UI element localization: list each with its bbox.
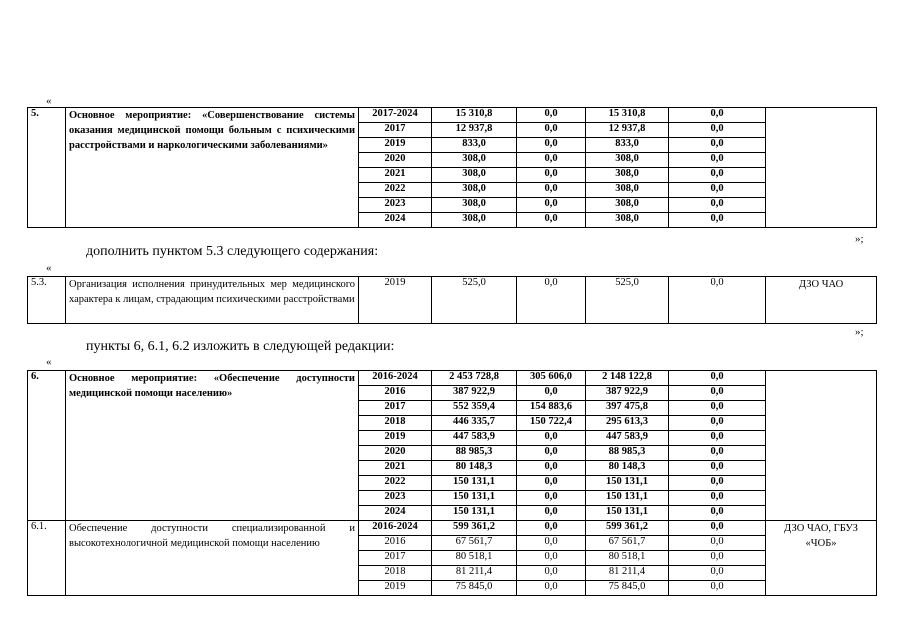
federal-cell: 0,0: [517, 536, 586, 551]
federal-cell: 0,0: [517, 461, 586, 476]
total-cell: 150 131,1: [432, 476, 517, 491]
other-cell: 0,0: [669, 566, 766, 581]
opening-quote: «: [46, 262, 52, 274]
year-cell: 2024: [359, 213, 432, 228]
total-cell: 308,0: [432, 183, 517, 198]
other-cell: 0,0: [669, 506, 766, 521]
responsible-cell: [766, 108, 877, 228]
item-title: Организация исполнения принудительных мер медицинского характера к лицам, страдающим психическими расстройствами: [66, 277, 359, 324]
year-cell: 2018: [359, 416, 432, 431]
total-cell: 308,0: [432, 213, 517, 228]
item-number: 5.: [28, 108, 66, 228]
federal-cell: 0,0: [517, 108, 586, 123]
other-cell: 0,0: [669, 213, 766, 228]
regional-cell: 12 937,8: [586, 123, 669, 138]
year-cell: 2021: [359, 461, 432, 476]
other-cell: 0,0: [669, 551, 766, 566]
table-row: [28, 277, 877, 324]
total-cell: 150 131,1: [432, 491, 517, 506]
regional-cell: 599 361,2: [586, 521, 669, 536]
total-cell: 308,0: [432, 153, 517, 168]
other-cell: 0,0: [669, 536, 766, 551]
federal-cell: 0,0: [517, 213, 586, 228]
year-cell: 2017-2024: [359, 108, 432, 123]
regional-cell: 308,0: [586, 183, 669, 198]
item-title: Основное мероприятие: «Обеспечение доступности медицинской помощи населению»: [66, 371, 359, 521]
federal-cell: 0,0: [517, 581, 586, 596]
federal-cell: 305 606,0: [517, 371, 586, 386]
total-cell: 833,0: [432, 138, 517, 153]
year-cell: 2020: [359, 153, 432, 168]
other-cell: 0,0: [669, 153, 766, 168]
item-title: Обеспечение доступности специализированной и высокотехнологичной медицинской помощи населению: [66, 521, 359, 596]
federal-cell: 0,0: [517, 123, 586, 138]
year-cell: 2016: [359, 386, 432, 401]
item-title: Основное мероприятие: «Совершенствование системы оказания медицинской помощи больным с психическими расстройствами и наркологическими заболеваниями»: [66, 108, 359, 228]
federal-cell: 0,0: [517, 446, 586, 461]
year-cell: 2019: [359, 431, 432, 446]
year-cell: 2022: [359, 476, 432, 491]
other-cell: 0,0: [669, 371, 766, 386]
other-cell: 0,0: [669, 123, 766, 138]
other-cell: 0,0: [669, 416, 766, 431]
total-cell: 67 561,7: [432, 536, 517, 551]
regional-cell: 67 561,7: [586, 536, 669, 551]
year-cell: 2024: [359, 506, 432, 521]
total-cell: 75 845,0: [432, 581, 517, 596]
table-row: [28, 521, 877, 536]
year-cell: 2023: [359, 491, 432, 506]
regional-cell: 15 310,8: [586, 108, 669, 123]
total-cell: 447 583,9: [432, 431, 517, 446]
closing-quote: »;: [855, 326, 864, 338]
federal-cell: 0,0: [517, 153, 586, 168]
regional-cell: 833,0: [586, 138, 669, 153]
table-row: [28, 371, 877, 386]
federal-cell: 0,0: [517, 138, 586, 153]
year-cell: 2016-2024: [359, 371, 432, 386]
federal-cell: 0,0: [517, 277, 586, 324]
year-cell: 2019: [359, 138, 432, 153]
year-cell: 2017: [359, 401, 432, 416]
federal-cell: 0,0: [517, 431, 586, 446]
amendment-paragraph-2: пункты 6, 6.1, 6.2 изложить в следующей редакции:: [86, 339, 395, 354]
total-cell: 446 335,7: [432, 416, 517, 431]
opening-quote: «: [46, 356, 52, 368]
other-cell: 0,0: [669, 581, 766, 596]
year-cell: 2021: [359, 168, 432, 183]
total-cell: 552 359,4: [432, 401, 517, 416]
responsible-cell: ДЗО ЧАО, ГБУЗ «ЧОБ»: [766, 521, 877, 596]
other-cell: 0,0: [669, 138, 766, 153]
total-cell: 15 310,8: [432, 108, 517, 123]
regional-cell: 397 475,8: [586, 401, 669, 416]
total-cell: 2 453 728,8: [432, 371, 517, 386]
total-cell: 308,0: [432, 198, 517, 213]
federal-cell: 0,0: [517, 551, 586, 566]
total-cell: 81 211,4: [432, 566, 517, 581]
total-cell: 525,0: [432, 277, 517, 324]
regional-cell: 150 131,1: [586, 506, 669, 521]
closing-quote: »;: [855, 233, 864, 245]
other-cell: 0,0: [669, 521, 766, 536]
total-cell: 80 518,1: [432, 551, 517, 566]
federal-cell: 0,0: [517, 506, 586, 521]
other-cell: 0,0: [669, 168, 766, 183]
table-block-5: [27, 107, 877, 228]
total-cell: 80 148,3: [432, 461, 517, 476]
federal-cell: 0,0: [517, 476, 586, 491]
other-cell: 0,0: [669, 446, 766, 461]
total-cell: 599 361,2: [432, 521, 517, 536]
regional-cell: 308,0: [586, 153, 669, 168]
total-cell: 308,0: [432, 168, 517, 183]
total-cell: 387 922,9: [432, 386, 517, 401]
regional-cell: 295 613,3: [586, 416, 669, 431]
year-cell: 2020: [359, 446, 432, 461]
regional-cell: 88 985,3: [586, 446, 669, 461]
federal-cell: 0,0: [517, 198, 586, 213]
amendment-paragraph-1: дополнить пунктом 5.3 следующего содержания:: [86, 244, 379, 259]
other-cell: 0,0: [669, 386, 766, 401]
total-cell: 150 131,1: [432, 506, 517, 521]
regional-cell: 81 211,4: [586, 566, 669, 581]
regional-cell: 387 922,9: [586, 386, 669, 401]
federal-cell: 150 722,4: [517, 416, 586, 431]
item-number: 5.3.: [28, 277, 66, 324]
table-row: [28, 108, 877, 123]
regional-cell: 308,0: [586, 168, 669, 183]
item-number: 6.: [28, 371, 66, 521]
other-cell: 0,0: [669, 461, 766, 476]
federal-cell: 154 883,6: [517, 401, 586, 416]
other-cell: 0,0: [669, 277, 766, 324]
year-cell: 2019: [359, 277, 432, 324]
other-cell: 0,0: [669, 431, 766, 446]
responsible-cell: ДЗО ЧАО: [766, 277, 877, 324]
federal-cell: 0,0: [517, 168, 586, 183]
federal-cell: 0,0: [517, 566, 586, 581]
federal-cell: 0,0: [517, 521, 586, 536]
year-cell: 2016-2024: [359, 521, 432, 536]
total-cell: 88 985,3: [432, 446, 517, 461]
other-cell: 0,0: [669, 401, 766, 416]
regional-cell: 447 583,9: [586, 431, 669, 446]
year-cell: 2017: [359, 551, 432, 566]
year-cell: 2016: [359, 536, 432, 551]
federal-cell: 0,0: [517, 491, 586, 506]
regional-cell: 80 518,1: [586, 551, 669, 566]
year-cell: 2022: [359, 183, 432, 198]
regional-cell: 150 131,1: [586, 476, 669, 491]
year-cell: 2018: [359, 566, 432, 581]
regional-cell: 150 131,1: [586, 491, 669, 506]
other-cell: 0,0: [669, 108, 766, 123]
table-block-5-3: [27, 276, 877, 324]
regional-cell: 80 148,3: [586, 461, 669, 476]
other-cell: 0,0: [669, 491, 766, 506]
year-cell: 2019: [359, 581, 432, 596]
regional-cell: 308,0: [586, 198, 669, 213]
federal-cell: 0,0: [517, 386, 586, 401]
regional-cell: 308,0: [586, 213, 669, 228]
other-cell: 0,0: [669, 476, 766, 491]
federal-cell: 0,0: [517, 183, 586, 198]
opening-quote: «: [46, 95, 52, 107]
other-cell: 0,0: [669, 183, 766, 198]
item-number: 6.1.: [28, 521, 66, 596]
responsible-cell: [766, 371, 877, 521]
table-block-6: [27, 370, 877, 596]
total-cell: 12 937,8: [432, 123, 517, 138]
regional-cell: 525,0: [586, 277, 669, 324]
regional-cell: 2 148 122,8: [586, 371, 669, 386]
other-cell: 0,0: [669, 198, 766, 213]
year-cell: 2017: [359, 123, 432, 138]
year-cell: 2023: [359, 198, 432, 213]
regional-cell: 75 845,0: [586, 581, 669, 596]
